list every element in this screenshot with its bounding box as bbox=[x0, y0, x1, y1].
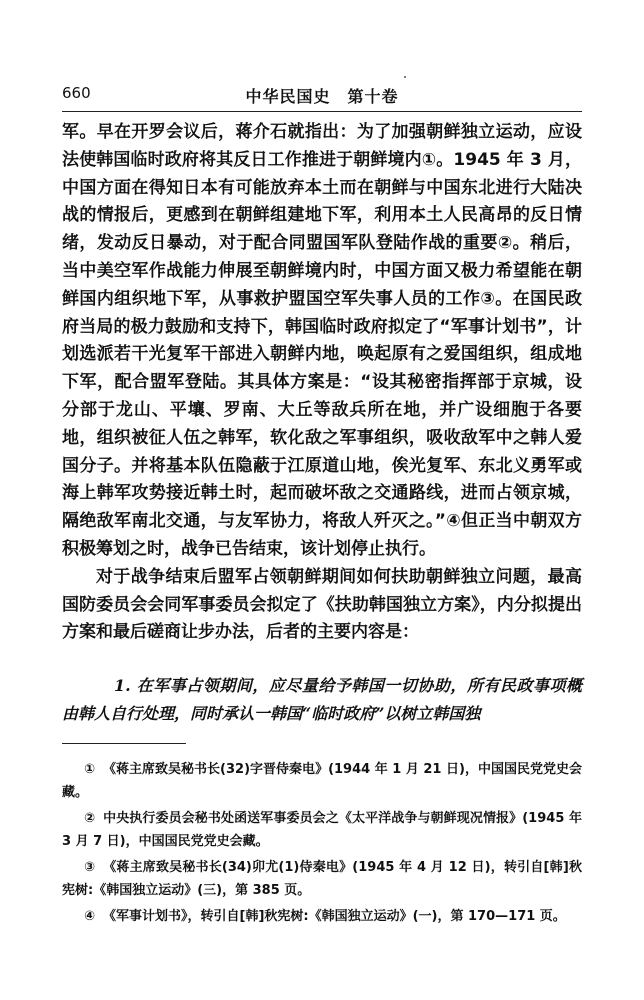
footnote bbox=[62, 906, 582, 929]
footnotes bbox=[62, 759, 582, 933]
print-speck bbox=[404, 76, 406, 78]
page-header bbox=[62, 84, 582, 108]
footnote-marker: ① bbox=[84, 762, 96, 777]
footnote bbox=[62, 857, 582, 902]
footnote-text: 《蒋主席致吴秘书长(32)字晋侍秦电》(1944 年 1 月 21 日)，中国国民党党史会藏。 bbox=[62, 762, 582, 800]
running-title: 中华民国史 第十卷 bbox=[245, 87, 399, 106]
header-rule bbox=[62, 111, 582, 112]
footnote-marker: ③ bbox=[84, 860, 96, 875]
footnote-marker: ② bbox=[84, 811, 96, 826]
quote-text: 1. 在军事占领期间，应尽量给予韩国一切协助，所有民政事项概由韩人自行处理，同时承认一韩国“临时政府”以树立韩国独 bbox=[62, 676, 582, 723]
footnote-marker: ④ bbox=[84, 909, 96, 924]
footnote bbox=[62, 759, 582, 804]
quoted-clause bbox=[62, 672, 582, 728]
footnote-text: 《军事计划书》，转引自[韩]秋宪树:《韩国独立运动》(一)，第 170—171 页。 bbox=[103, 909, 566, 924]
footnote bbox=[62, 808, 582, 853]
footnote-rule bbox=[62, 743, 186, 744]
page-number: 660 bbox=[62, 84, 91, 102]
footnote-text: 中央执行委员会秘书处函送军事委员会之《太平洋战争与朝鲜现况情报》(1945 年 3 月 7 日)，中国国民党党史会藏。 bbox=[62, 811, 582, 849]
paragraph: 军。早在开罗会议后，蒋介石就指出：为了加强朝鲜独立运动，应设法使韩国临时政府将其反日工作推进于朝鲜境内①。1945 年 3 月，中国方面在得知日本有可能放弃本土而在朝鲜与中国东北进行大陆决战的情报后，更感到在朝鲜组建地下军，利用本土人民高昂的反日情绪，发动反日暴动，对于配合同盟国军队登陆作战的重要②。稍后，当中美空军作战能力伸展至朝鲜境内时，中国方面又极力希望能在朝鲜国内组织地下军，从事救护盟国空军失事人员的工作③。在国民政府当局的极力鼓励和支持下，韩国临时政府拟定了“军事计划书”，计划选派若干光复军干部进入朝鲜内地，唤起原有之爱国组织，组成地下军，配合盟军登陆。其具体方案是：“设其秘密指挥部于京城，设分部于龙山、平壤、罗南、大丘等敌兵所在地，并广设细胞于各要地，组织被征人伍之韩军，软化敌之军事组织，吸收敌军中之韩人爱国分子。并将基本队伍隐蔽于江原道山地，俟光复军、东北义勇军或海上韩军攻势接近韩土时，起而破坏敌之交通路线，进而占领京城，隔绝敌军南北交通，与友军协力，将敌人歼灭之。”④但正当中朝双方积极筹划之时，战争已告结束，该计划停止执行。 bbox=[62, 122, 582, 559]
paragraph: 对于战争结束后盟军占领朝鲜期间如何扶助朝鲜独立问题，最高国防委员会会同军事委员会拟定了《扶助韩国独立方案》，内分拟提出方案和最后磋商让步办法，后者的主要内容是： bbox=[62, 566, 582, 643]
footnote-text: 《蒋主席致吴秘书长(34)卯尤(1)侍秦电》(1945 年 4 月 12 日)，转引自[韩]秋宪树:《韩国独立运动》(三)，第 385 页。 bbox=[62, 860, 582, 898]
main-text bbox=[62, 119, 582, 647]
